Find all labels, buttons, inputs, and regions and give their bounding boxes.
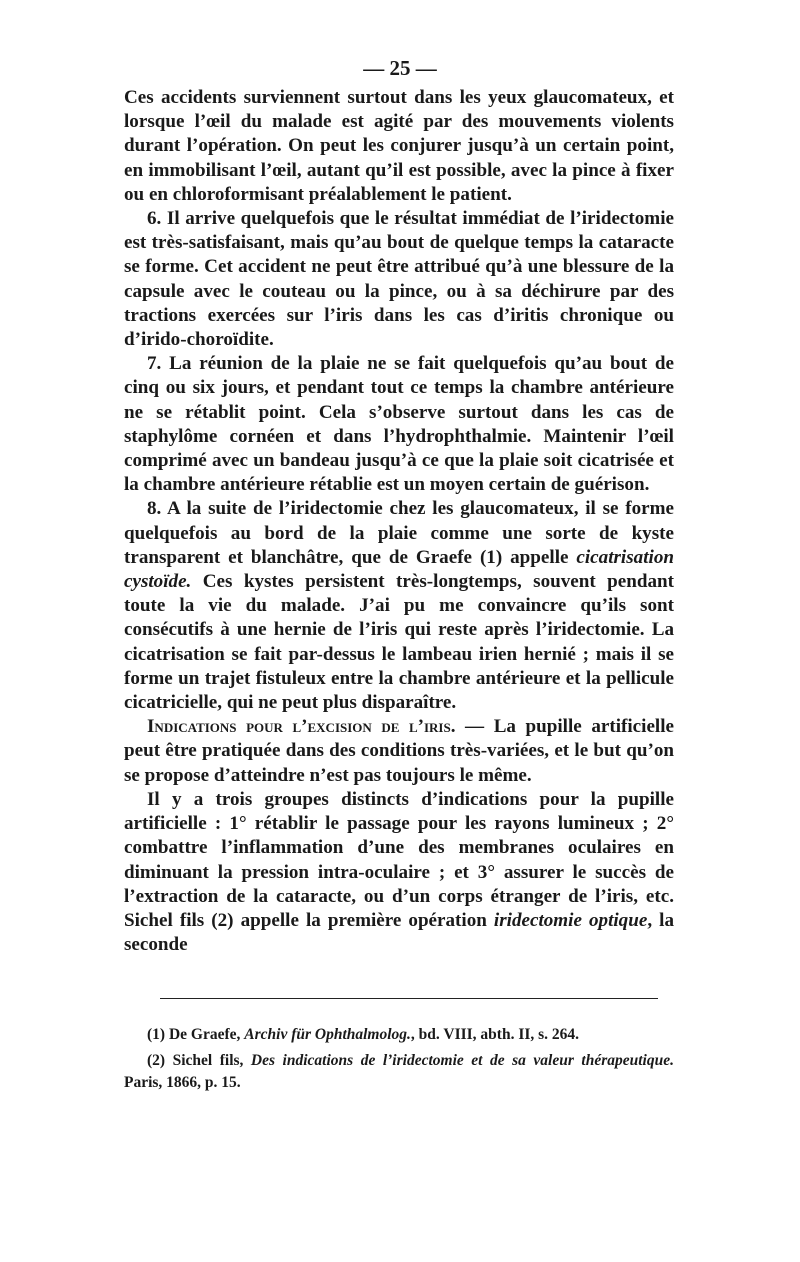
footnote-divider <box>160 998 658 999</box>
paragraph-8-italic: cicatrisation cystoïde. <box>124 546 674 593</box>
body-text <box>124 86 674 957</box>
footnote-1 <box>124 1024 674 1046</box>
paragraph-6: 6. Il arrive quelquefois que le résultat immédiat de l’iridectomie est très-satisfaisant, mais qu’au bout de quelque temps la cataracte se forme. Cet accident ne peut être attribué qu’à une blessure de la capsule avec le couteau ou la pince, ou à sa déchirure par des tractions exercées sur l’iris dans les cas d’iritis chronique ou d’irido-choroïdite. <box>124 208 674 351</box>
footnotes <box>124 1024 674 1098</box>
paragraph-indications-text: — La pupille artificielle peut être pratiquée dans des conditions très-variées, et le but qu’on se propose d’atteindre n’est pas toujours le même. <box>124 716 675 786</box>
paragraph-groups <box>124 788 674 957</box>
paragraph-8-text-b: Ces kystes persistent très-longtemps, souvent pendant toute la vie du malade. J’ai pu me convaincre qu’ils sont consécutifs à une hernie de l’iris qui reste après l’iridectomie. La cicatrisation se fait par-dessus le lambeau irien hernié ; mais il se forme un trajet fistuleux entre la chambre antérieure et la pellicule cicatricielle, qui ne peut plus disparaître. <box>124 571 674 714</box>
paragraph-groups-italic: iridectomie optique <box>493 909 648 931</box>
paragraph-accidents: Ces accidents surviennent surtout dans les yeux glaucomateux, et lorsque l’œil du malade est agité par des mouvements violents durant l’opération. On peut les conjurer jusqu’à un certain point, en immobilisant l’œil, autant qu’il est possible, avec la pince à fixer ou en chloroformisant préalablement le patient. <box>124 87 674 205</box>
footnote-1-text-b: , bd. VIII, abth. II, s. 264. <box>410 1026 580 1043</box>
footnote-2 <box>124 1050 674 1094</box>
page-number: — 25 — <box>363 56 437 80</box>
paragraph-7: 7. La réunion de la plaie ne se fait quelquefois qu’au bout de cinq ou six jours, et pendant tout ce temps la chambre antérieure ne se rétablit point. Cela s’observe surtout dans les cas de staphylôme cornéen et dans l’hydrophthalmie. Maintenir l’œil comprimé avec un bandeau jusqu’à ce que la plaie soit cicatrisée et la chambre antérieure rétablie est un moyen certain de guérison. <box>124 353 674 496</box>
section-heading: Indications pour l’excision de l’iris. <box>147 716 456 738</box>
paragraph-indications <box>124 715 674 788</box>
footnote-1-italic: Archiv für Ophthalmolog. <box>244 1026 411 1043</box>
footnote-2-text-b: Paris, 1866, p. 15. <box>124 1074 241 1091</box>
paragraph-8-text-a: 8. A la suite de l’iridectomie chez les glaucomateux, il se forme quelquefois au bord de la plaie comme une sorte de kyste transparent et blanchâtre, que de Graefe (1) appelle <box>124 498 674 568</box>
paragraph-groups-text-a: Il y a trois groupes distincts d’indications pour la pupille artificielle : 1° rétablir le passage pour les rayons lumineux ; 2° combattre l’inflammation d’une des membranes oculaires en diminuant la pression intra-oculaire ; et 3° assurer le succès de l’extraction de la cataracte, ou d’un corps étranger de l’iris, etc. Sichel fils (2) appelle la première opération <box>124 788 674 931</box>
footnote-2-text-a: (2) Sichel fils, <box>147 1052 251 1069</box>
paragraph-8 <box>124 497 674 715</box>
footnote-2-italic: Des indications de l’iridectomie et de sa valeur thérapeutique. <box>250 1052 674 1069</box>
paragraph-groups-text-b: , la seconde <box>124 909 674 956</box>
footnote-1-text-a: (1) De Graefe, <box>147 1026 245 1043</box>
